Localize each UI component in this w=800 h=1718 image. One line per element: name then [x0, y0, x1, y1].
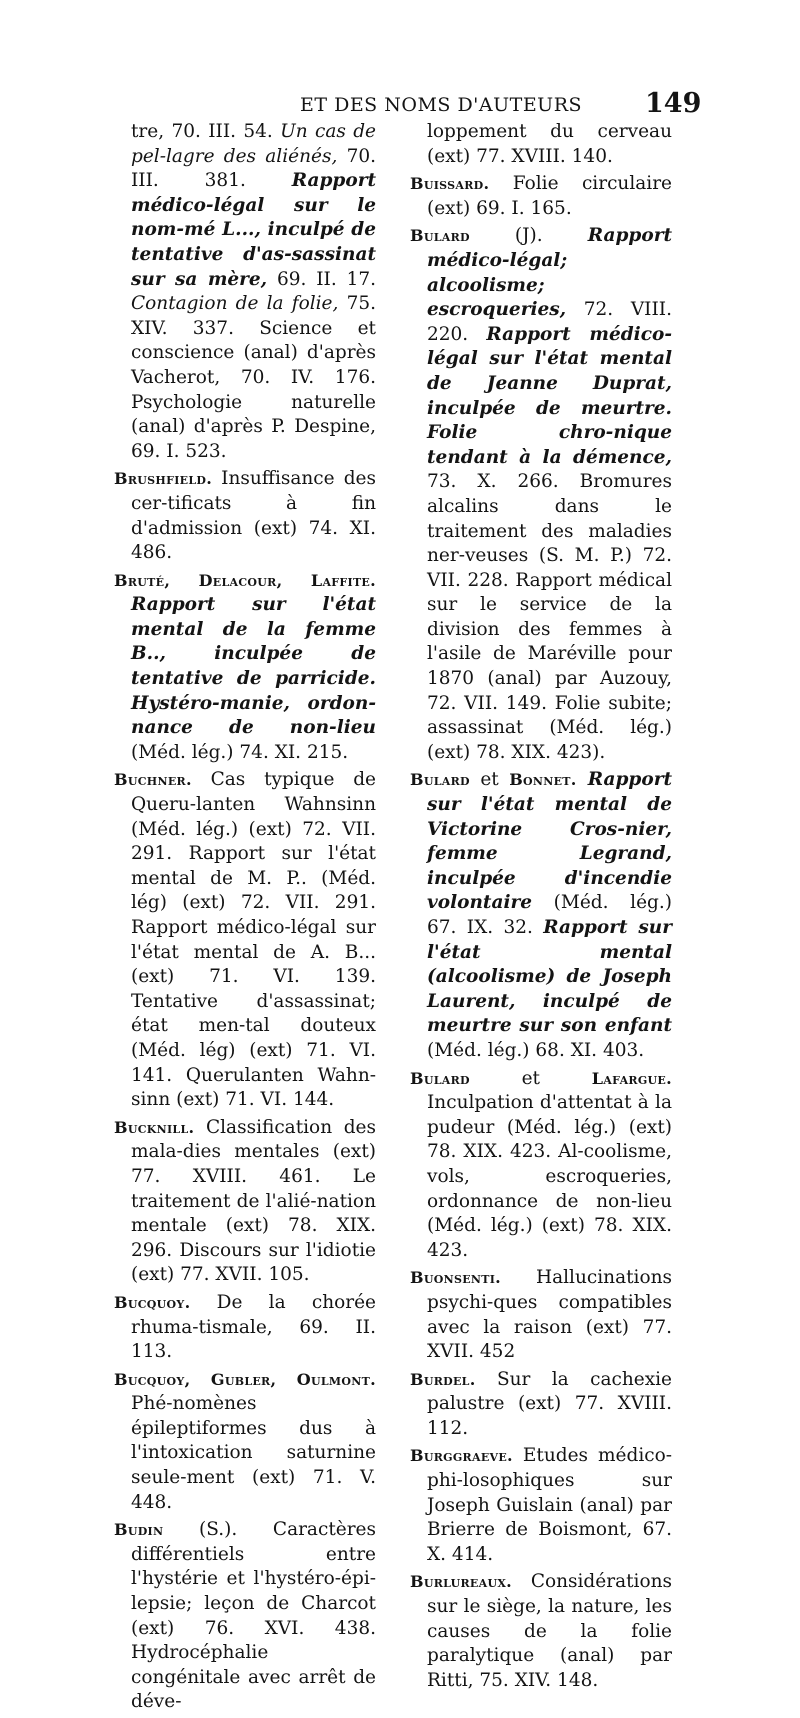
- index-entry: Bucknill. Classification des mala-dies mentales (ext) 77. XVIII. 461. Le traitement de l'alié-nation mentale (ext) 78. XIX. 296. Discours sur l'idiotie (ext) 77. XVII. 105.: [114, 1116, 376, 1286]
- author-name: Bucquoy, Gubler, Oulmont.: [114, 1369, 376, 1389]
- author-name: Brushfield.: [114, 469, 213, 489]
- author-name: Bucknill.: [114, 1117, 195, 1137]
- index-entry: Brushfield. Insuffisance des cer-tificats à fin d'admission (ext) 74. XI. 486.: [114, 468, 376, 564]
- index-entry: Burggraeve. Etudes médico-phi-losophiques sur Joseph Guislain (anal) par Brierre de Boismont, 67. X. 414.: [410, 1445, 672, 1565]
- index-entry: Bulard (J). Rapport médico-légal; alcoolisme; escroqueries, 72. VIII. 220. Rapport médico-légal sur l'état mental de Jeanne Duprat, inculpée de meurtre. Folie chro-nique tendant à la démence, 73. X. 266. Bromures alcalins dans le traitement des maladies ner-veuses (S. M. P.) 72. VII. 228. Rapport médical sur le service de la division des femmes à l'asile de Maréville pour 1870 (anal) par Auzouy, 72. VII. 149. Folie subite; assassinat (Méd. lég.) (ext) 78. XIX. 423).: [410, 225, 672, 763]
- index-entry: Buchner. Cas typique de Queru-lanten Wahnsinn (Méd. lég.) (ext) 72. VII. 291. Rapport sur l'état mental de M. P.. (Méd. lég) (ext) 72. VII. 291. Rapport médico-légal sur l'état mental de A. B... (ext) 71. VI. 139. Tentative d'assassinat; état men-tal douteux (Méd. lég) (ext) 71. VI. 141. Querulanten Wahn-sinn (ext) 71. VI. 144.: [114, 769, 376, 1111]
- author-name: Buissard.: [410, 174, 490, 194]
- index-entry: Burdel. Sur la cachexie palustre (ext) 77. XVIII. 112.: [410, 1368, 672, 1439]
- author-name: Bucquoy.: [114, 1292, 191, 1312]
- page-number: 149: [645, 88, 702, 119]
- index-entry: Bucquoy, Gubler, Oulmont. Phé-nomènes épileptiformes dus à l'intoxication saturnine seule-ment (ext) 71. V. 448.: [114, 1369, 376, 1513]
- author-name: Bulard: [410, 770, 470, 790]
- index-entry: loppement du cerveau (ext) 77. XVIII. 140.: [427, 121, 672, 167]
- index-entry: Bruté, Delacour, Laffite. Rapport sur l'état mental de la femme B.., inculpée de tentative de parricide. Hystéro-manie, ordon-nance de non-lieu (Méd. lég.) 74. XI. 215.: [114, 570, 376, 763]
- author-name: Burlureaux.: [410, 1572, 513, 1592]
- author-name: Burggraeve.: [410, 1446, 513, 1466]
- author-name: Lafargue.: [591, 1068, 672, 1088]
- author-name: Budin: [114, 1520, 164, 1540]
- index-entry: Bulard et Lafargue. Inculpation d'attentat à la pudeur (Méd. lég.) (ext) 78. XIX. 423. Al-coolisme, vols, escroqueries, ordonnance de non-lieu (Méd. lég.) (ext) 78. XIX. 423.: [410, 1067, 672, 1261]
- index-entry: Bucquoy. De la chorée rhuma-tismale, 69. II. 113.: [114, 1291, 376, 1363]
- index-entry: Budin (S.). Caractères différentiels entre l'hystérie et l'hystéro-épi-lepsie; leçon de Charcot (ext) 76. XVI. 438. Hydrocéphalie congénitale avec arrêt de déve-: [114, 1519, 376, 1713]
- index-entry: Bulard et Bonnet. Rapport sur l'état mental de Victorine Cros-nier, femme Legrand, inculpée d'incendie volontaire (Méd. lég.) 67. IX. 32. Rapport sur l'état mental (alcoolisme) de Joseph Laurent, inculpé de meurtre sur son enfant (Méd. lég.) 68. XI. 403.: [410, 769, 672, 1061]
- page-header: [0, 88, 800, 124]
- left-column: [114, 120, 376, 1718]
- index-entry: Buonsenti. Hallucinations psychi-ques compatibles avec la raison (ext) 77. XVII. 452: [410, 1267, 672, 1363]
- author-name: Buonsenti.: [410, 1268, 502, 1288]
- author-name: Buchner.: [114, 770, 192, 790]
- author-name: Bulard: [410, 226, 470, 246]
- index-entry: Buissard. Folie circulaire (ext) 69. I. 165.: [410, 173, 672, 219]
- author-name: Burdel.: [410, 1369, 476, 1389]
- right-column: [410, 120, 672, 1696]
- index-entry: tre, 70. III. 54. Un cas de pel-lagre des aliénés, 70. III. 381. Rapport médico-légal sur le nom-mé L..., inculpé de tentative d'as-sassinat sur sa mère, 69. II. 17. Contagion de la folie, 75. XIV. 337. Science et conscience (anal) d'après Vacherot, 70. IV. 176. Psychologie naturelle (anal) d'après P. Despine, 69. I. 523.: [131, 121, 376, 462]
- author-name: Bruté, Delacour, Laffite.: [114, 570, 376, 590]
- index-entry: Burlureaux. Considérations sur le siège, la nature, les causes de la folie paralytique (anal) par Ritti, 75. XIV. 148.: [410, 1571, 672, 1691]
- running-title: ET DES NOMS D'AUTEURS: [300, 94, 583, 116]
- author-name: Bonnet.: [509, 770, 577, 790]
- author-name: Bulard: [410, 1068, 470, 1088]
